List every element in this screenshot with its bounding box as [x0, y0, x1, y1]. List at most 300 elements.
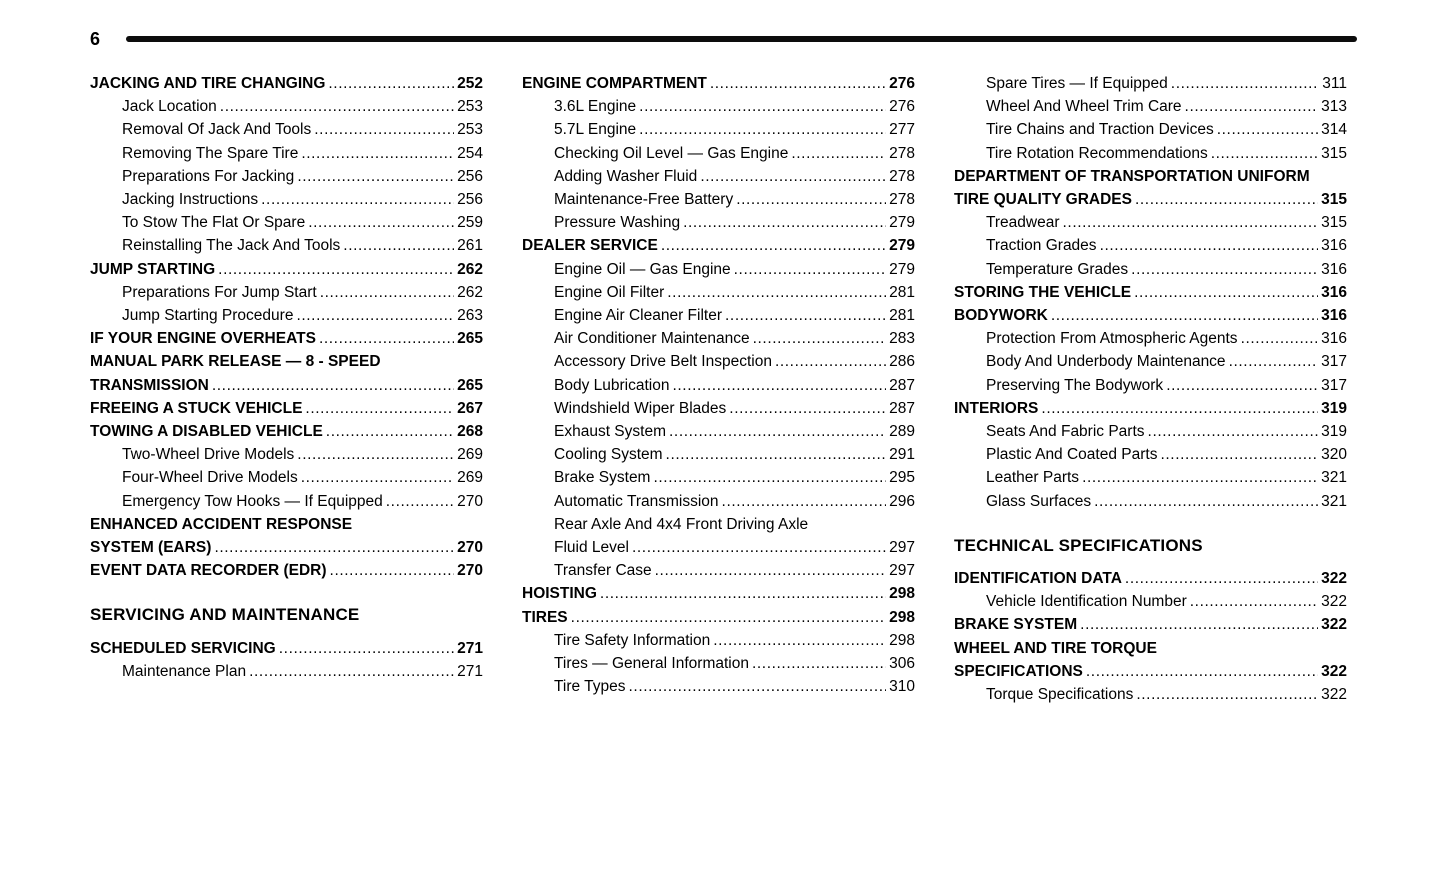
toc-entry-page: 317 — [1321, 353, 1347, 371]
dot-leader — [214, 536, 454, 559]
toc-section-title — [90, 603, 483, 626]
toc-entry-page: 276 — [889, 75, 915, 92]
dot-leader — [1241, 327, 1319, 350]
dot-leader — [753, 327, 887, 350]
toc-entry-label: Cooling System — [554, 446, 663, 464]
toc-entry — [522, 536, 915, 559]
toc-entry-page: 316 — [1321, 330, 1347, 348]
dot-leader — [653, 466, 886, 489]
toc-entry — [90, 234, 483, 257]
toc-entry — [522, 118, 915, 141]
toc-entry — [522, 142, 915, 165]
toc-entry-page: 311 — [1322, 75, 1347, 92]
toc-entry — [954, 397, 1347, 420]
toc-entry-label: Automatic Transmission — [554, 492, 719, 510]
dot-leader — [1185, 95, 1319, 118]
toc-entry-page: 269 — [457, 446, 483, 464]
toc-entry-label: Tires — General Information — [554, 655, 749, 673]
toc-entry-label: Protection From Atmospheric Agents — [986, 330, 1238, 348]
toc-entry-label: SCHEDULED SERVICING — [90, 639, 276, 657]
toc-entry-page: 322 — [1321, 593, 1347, 611]
toc-entry-label: Tire Rotation Recommendations — [986, 144, 1208, 162]
dot-leader — [661, 234, 886, 257]
toc-entry-label: HOISTING — [522, 585, 597, 603]
toc-entry — [954, 165, 1347, 188]
toc-entry — [954, 420, 1347, 443]
toc-entry — [954, 95, 1347, 118]
toc-entry-page: 310 — [889, 678, 915, 696]
toc-entry-page: 316 — [1321, 283, 1347, 301]
toc-entry-label: DEPARTMENT OF TRANSPORTATION UNIFORM — [954, 167, 1310, 185]
dot-leader — [639, 118, 886, 141]
toc-entry — [90, 118, 483, 141]
toc-entry-page: 315 — [1321, 191, 1347, 209]
dot-leader — [672, 374, 886, 397]
toc-entry-page: 315 — [1321, 144, 1347, 162]
toc-entry-label: Transfer Case — [554, 562, 652, 580]
toc-entry-page: 271 — [457, 639, 483, 657]
toc-entry-label: Exhaust System — [554, 423, 666, 441]
toc-entry — [522, 350, 915, 373]
dot-leader — [629, 675, 887, 698]
toc-entry-label: TIRE QUALITY GRADES — [954, 191, 1132, 209]
toc-entry-label: TOWING A DISABLED VEHICLE — [90, 423, 323, 441]
dot-leader — [729, 397, 886, 420]
toc-entry — [90, 559, 483, 582]
toc-entry — [954, 466, 1347, 489]
toc-entry-page: 265 — [457, 376, 483, 394]
toc-entry — [954, 72, 1347, 95]
toc-column-2 — [522, 72, 915, 698]
toc-entry-label: Vehicle Identification Number — [986, 593, 1187, 611]
toc-entry-page: 262 — [457, 260, 483, 278]
toc-entry-label: Tire Chains and Traction Devices — [986, 121, 1214, 139]
toc-entry-page: 321 — [1321, 492, 1347, 510]
toc-entry-page: 279 — [889, 214, 915, 232]
dot-leader — [571, 606, 886, 629]
toc-entry — [954, 281, 1347, 304]
toc-entry-label: SYSTEM (EARS) — [90, 539, 212, 557]
dot-leader — [1063, 211, 1319, 234]
dot-leader — [1135, 188, 1318, 211]
toc-entry-page: 254 — [457, 144, 483, 162]
dot-leader — [301, 466, 454, 489]
dot-leader — [314, 118, 454, 141]
page-number: 6 — [90, 29, 101, 49]
toc-entry-page: 277 — [889, 121, 915, 139]
toc-entry-page: 268 — [457, 423, 483, 441]
dot-leader — [1166, 374, 1318, 397]
toc-entry-label: Accessory Drive Belt Inspection — [554, 353, 772, 371]
toc-entry-label: To Stow The Flat Or Spare — [122, 214, 306, 232]
toc-entry — [522, 327, 915, 350]
toc-entry-label: TIRES — [522, 608, 568, 626]
toc-entry-label: ENHANCED ACCIDENT RESPONSE — [90, 515, 353, 533]
toc-entry-label: JUMP STARTING — [90, 260, 216, 278]
toc-entry — [90, 165, 483, 188]
toc-entry — [90, 536, 483, 559]
toc-entry-page: 320 — [1321, 446, 1347, 464]
toc-entry-page: 256 — [457, 167, 483, 185]
toc-entry-label: Four-Wheel Drive Models — [122, 469, 298, 487]
dot-leader — [305, 397, 454, 420]
toc-entry-label: Two-Wheel Drive Models — [122, 446, 295, 464]
toc-entry-label: Adding Washer Fluid — [554, 167, 698, 185]
toc-entry — [954, 118, 1347, 141]
dot-leader — [1148, 420, 1319, 443]
toc-entry-page: 316 — [1321, 260, 1347, 278]
toc-entry-label: TECHNICAL SPECIFICATIONS — [954, 535, 1203, 555]
toc-entry-label: INTERIORS — [954, 399, 1039, 417]
toc-entry — [90, 304, 483, 327]
dot-leader — [320, 281, 454, 304]
toc-entry-label: IF YOUR ENGINE OVERHEATS — [90, 330, 316, 348]
toc-entry-label: MANUAL PARK RELEASE — 8 - SPEED — [90, 353, 381, 371]
toc-entry-page: 322 — [1321, 662, 1347, 680]
dot-leader — [1041, 397, 1318, 420]
toc-entry-page: 279 — [889, 237, 915, 255]
dot-leader — [343, 234, 454, 257]
dot-leader — [279, 637, 454, 660]
dot-leader — [326, 420, 454, 443]
toc-entry-label: Traction Grades — [986, 237, 1097, 255]
header-rule — [126, 36, 1357, 42]
toc-entry — [954, 258, 1347, 281]
toc-entry-label: Maintenance Plan — [122, 662, 247, 680]
toc-entry — [954, 211, 1347, 234]
toc-entry — [90, 466, 483, 489]
toc-entry-page: 276 — [889, 98, 915, 116]
toc-entry — [522, 188, 915, 211]
toc-entry — [954, 234, 1347, 257]
toc-entry — [954, 490, 1347, 513]
toc-entry — [90, 95, 483, 118]
toc-entry — [90, 637, 483, 660]
toc-entry — [954, 660, 1347, 683]
toc-entry-page: 317 — [1321, 376, 1347, 394]
toc-entry-label: Engine Oil Filter — [554, 283, 665, 301]
toc-entry-page: 291 — [889, 446, 915, 464]
toc-entry-label: Temperature Grades — [986, 260, 1129, 278]
dot-leader — [296, 304, 454, 327]
dot-leader — [1094, 490, 1318, 513]
toc-entry-page: 295 — [889, 469, 915, 487]
toc-entry-label: Removing The Spare Tire — [122, 144, 299, 162]
toc-entry-label: Checking Oil Level — Gas Engine — [554, 144, 789, 162]
toc-entry — [522, 675, 915, 698]
dot-leader — [600, 582, 886, 605]
toc-entry-label: Jump Starting Procedure — [122, 307, 294, 325]
toc-entry-page: 297 — [889, 562, 915, 580]
toc-entry-label: Engine Oil — Gas Engine — [554, 260, 731, 278]
dot-leader — [249, 660, 454, 683]
toc-entry-page: 270 — [457, 539, 483, 557]
dot-leader — [330, 559, 455, 582]
toc-entry-page: 283 — [889, 330, 915, 348]
toc-entry — [954, 350, 1347, 373]
dot-leader — [655, 559, 887, 582]
toc-entry — [954, 188, 1347, 211]
toc-entry-page: 252 — [457, 75, 483, 92]
toc-entry-page: 322 — [1321, 616, 1347, 634]
toc-entry-page: 287 — [889, 376, 915, 394]
toc-entry — [90, 397, 483, 420]
toc-entry-label: Spare Tires — If Equipped — [986, 75, 1168, 92]
toc-entry — [90, 327, 483, 350]
toc-entry-page: 267 — [457, 399, 483, 417]
toc-entry-page: 322 — [1321, 570, 1347, 588]
toc-entry — [954, 142, 1347, 165]
toc-entry-page: 270 — [457, 562, 483, 580]
toc-column-3 — [954, 72, 1347, 706]
toc-entry-page: 261 — [457, 237, 483, 255]
toc-entry — [522, 258, 915, 281]
dot-leader — [1190, 590, 1318, 613]
page-header — [90, 30, 1357, 48]
toc-entry-label: BRAKE SYSTEM — [954, 616, 1078, 634]
toc-entry-page: 278 — [889, 144, 915, 162]
toc-entry-label: Removal Of Jack And Tools — [122, 121, 312, 139]
toc-entry — [954, 613, 1347, 636]
toc-entry — [90, 281, 483, 304]
toc-entry-page: 281 — [889, 307, 915, 325]
toc-entry — [522, 490, 915, 513]
toc-entry-label: IDENTIFICATION DATA — [954, 570, 1122, 588]
toc-entry — [954, 590, 1347, 613]
toc-entry-label: Windshield Wiper Blades — [554, 399, 727, 417]
toc-entry-label: Air Conditioner Maintenance — [554, 330, 750, 348]
toc-entry — [954, 637, 1347, 660]
dot-leader — [639, 95, 886, 118]
toc-entry — [954, 374, 1347, 397]
dot-leader — [308, 211, 454, 234]
dot-leader — [212, 374, 454, 397]
toc-entry-page: 259 — [457, 214, 483, 232]
toc-entry-label: Preserving The Bodywork — [986, 376, 1164, 394]
toc-entry-page: 286 — [889, 353, 915, 371]
dot-leader — [725, 304, 886, 327]
toc-entry-page: 278 — [889, 167, 915, 185]
dot-leader — [328, 72, 454, 95]
toc-entry-page: 298 — [889, 585, 915, 603]
toc-entry-label: Leather Parts — [986, 469, 1080, 487]
dot-leader — [301, 142, 454, 165]
dot-leader — [1125, 567, 1318, 590]
dot-leader — [1131, 258, 1318, 281]
toc-entry — [90, 142, 483, 165]
dot-leader — [319, 327, 454, 350]
toc-entry-page: 256 — [457, 191, 483, 209]
toc-entry-label: WHEEL AND TIRE TORQUE — [954, 639, 1157, 657]
toc-entry-label: ENGINE COMPARTMENT — [522, 75, 707, 92]
dot-leader — [218, 258, 454, 281]
toc-entry — [954, 304, 1347, 327]
toc-entry — [954, 683, 1347, 706]
dot-leader — [261, 188, 454, 211]
toc-entry-label: Emergency Tow Hooks — If Equipped — [122, 492, 383, 510]
toc-entry-label: Engine Air Cleaner Filter — [554, 307, 722, 325]
toc-entry-label: Body And Underbody Maintenance — [986, 353, 1226, 371]
toc-entry-label: DEALER SERVICE — [522, 237, 658, 255]
dot-leader — [752, 652, 886, 675]
toc-entry — [522, 165, 915, 188]
dot-leader — [1171, 72, 1319, 95]
dot-leader — [1229, 350, 1319, 373]
dot-leader — [683, 211, 886, 234]
toc-entry — [522, 304, 915, 327]
toc-entry — [522, 397, 915, 420]
toc-entry — [954, 567, 1347, 590]
toc-entry-page: 287 — [889, 399, 915, 417]
toc-entry-label: Glass Surfaces — [986, 492, 1092, 510]
toc-entry-page: 306 — [889, 655, 915, 673]
toc-entry-label: Preparations For Jump Start — [122, 283, 317, 301]
toc-entry — [90, 443, 483, 466]
dot-leader — [1136, 683, 1318, 706]
dot-leader — [734, 258, 887, 281]
toc-entry-page: 270 — [457, 492, 483, 510]
toc-entry-label: Body Lubrication — [554, 376, 670, 394]
toc-entry-label: FREEING A STUCK VEHICLE — [90, 399, 303, 417]
toc-entry-page: 281 — [889, 283, 915, 301]
toc-entry-label: Tire Types — [554, 678, 626, 696]
dot-leader — [667, 281, 886, 304]
toc-entry — [522, 234, 915, 257]
toc-entry — [90, 513, 483, 536]
toc-entry-page: 316 — [1321, 307, 1347, 325]
dot-leader — [1134, 281, 1318, 304]
dot-leader — [1100, 234, 1319, 257]
dot-leader — [666, 443, 887, 466]
toc-entry-label: Wheel And Wheel Trim Care — [986, 98, 1182, 116]
dot-leader — [700, 165, 886, 188]
toc-entry-label: JACKING AND TIRE CHANGING — [90, 75, 326, 92]
toc-entry-page: 262 — [457, 283, 483, 301]
toc-entry — [90, 188, 483, 211]
toc-entry-label: Brake System — [554, 469, 651, 487]
toc-entry — [522, 466, 915, 489]
toc-entry-label: SPECIFICATIONS — [954, 662, 1083, 680]
toc-entry-label: Maintenance-Free Battery — [554, 191, 734, 209]
toc-entry — [522, 95, 915, 118]
toc-entry-label: EVENT DATA RECORDER (EDR) — [90, 562, 327, 580]
toc-entry — [522, 211, 915, 234]
toc-entry — [522, 582, 915, 605]
toc-entry — [954, 443, 1347, 466]
toc-entry-label: Pressure Washing — [554, 214, 681, 232]
dot-leader — [736, 188, 886, 211]
dot-leader — [1086, 660, 1318, 683]
toc-entry — [522, 443, 915, 466]
toc-entry-label: Treadwear — [986, 214, 1060, 232]
toc-entry-page: 316 — [1321, 237, 1347, 255]
toc-entry — [522, 72, 915, 95]
toc-entry — [90, 374, 483, 397]
toc-entry-page: 253 — [457, 121, 483, 139]
dot-leader — [1082, 466, 1318, 489]
toc-entry-page: 313 — [1321, 98, 1347, 116]
toc-entry-page: 271 — [457, 662, 483, 680]
toc-entry — [90, 350, 483, 373]
toc-entry-label: Jacking Instructions — [122, 191, 259, 209]
dot-leader — [1211, 142, 1318, 165]
toc-entry-page: 279 — [889, 260, 915, 278]
toc-entry-label: Preparations For Jacking — [122, 167, 295, 185]
toc-entry-page: 322 — [1321, 686, 1347, 704]
toc-entry-label: SERVICING AND MAINTENANCE — [90, 605, 360, 625]
toc-columns — [90, 72, 1357, 706]
dot-leader — [775, 350, 886, 373]
toc-entry-page: 319 — [1321, 423, 1347, 441]
toc-entry — [90, 420, 483, 443]
toc-entry-page: 296 — [889, 492, 915, 510]
toc-entry — [522, 420, 915, 443]
toc-entry-page: 263 — [457, 307, 483, 325]
toc-entry-label: TRANSMISSION — [90, 376, 209, 394]
dot-leader — [1160, 443, 1318, 466]
toc-column-1 — [90, 72, 483, 683]
toc-entry-label: Reinstalling The Jack And Tools — [122, 237, 341, 255]
toc-entry-page: 298 — [889, 631, 915, 649]
dot-leader — [713, 629, 886, 652]
toc-entry-label: Seats And Fabric Parts — [986, 423, 1145, 441]
dot-leader — [1217, 118, 1318, 141]
toc-section-title — [954, 534, 1347, 557]
toc-entry — [90, 660, 483, 683]
dot-leader — [220, 95, 454, 118]
toc-entry-page: 321 — [1321, 469, 1347, 487]
toc-entry-label: Torque Specifications — [986, 686, 1134, 704]
dot-leader — [722, 490, 887, 513]
toc-entry-label: Fluid Level — [554, 539, 629, 557]
dot-leader — [1080, 613, 1318, 636]
toc-entry — [522, 629, 915, 652]
dot-leader — [710, 72, 886, 95]
toc-entry-page: 269 — [457, 469, 483, 487]
toc-entry-label: Jack Location — [122, 98, 217, 116]
toc-entry-page: 314 — [1321, 121, 1347, 139]
dot-leader — [297, 443, 454, 466]
toc-entry — [522, 606, 915, 629]
dot-leader — [791, 142, 886, 165]
toc-entry-page: 298 — [889, 608, 915, 626]
toc-entry — [90, 258, 483, 281]
toc-entry-label: 5.7L Engine — [554, 121, 637, 139]
toc-entry-label: BODYWORK — [954, 307, 1048, 325]
toc-entry-page: 278 — [889, 191, 915, 209]
dot-leader — [297, 165, 454, 188]
toc-entry-page: 289 — [889, 423, 915, 441]
toc-entry-label: Tire Safety Information — [554, 631, 711, 649]
toc-entry-label: Rear Axle And 4x4 Front Driving Axle — [554, 515, 809, 533]
toc-entry-page: 253 — [457, 98, 483, 116]
dot-leader — [669, 420, 886, 443]
toc-entry — [90, 490, 483, 513]
toc-entry — [90, 72, 483, 95]
toc-entry-page: 297 — [889, 539, 915, 557]
toc-entry-label: 3.6L Engine — [554, 98, 637, 116]
toc-entry-label: STORING THE VEHICLE — [954, 283, 1132, 301]
dot-leader — [1051, 304, 1318, 327]
toc-entry-page: 265 — [457, 330, 483, 348]
toc-entry — [954, 327, 1347, 350]
toc-entry-page: 315 — [1321, 214, 1347, 232]
toc-entry — [522, 652, 915, 675]
toc-entry — [522, 374, 915, 397]
toc-entry — [522, 559, 915, 582]
dot-leader — [632, 536, 886, 559]
toc-entry — [90, 211, 483, 234]
